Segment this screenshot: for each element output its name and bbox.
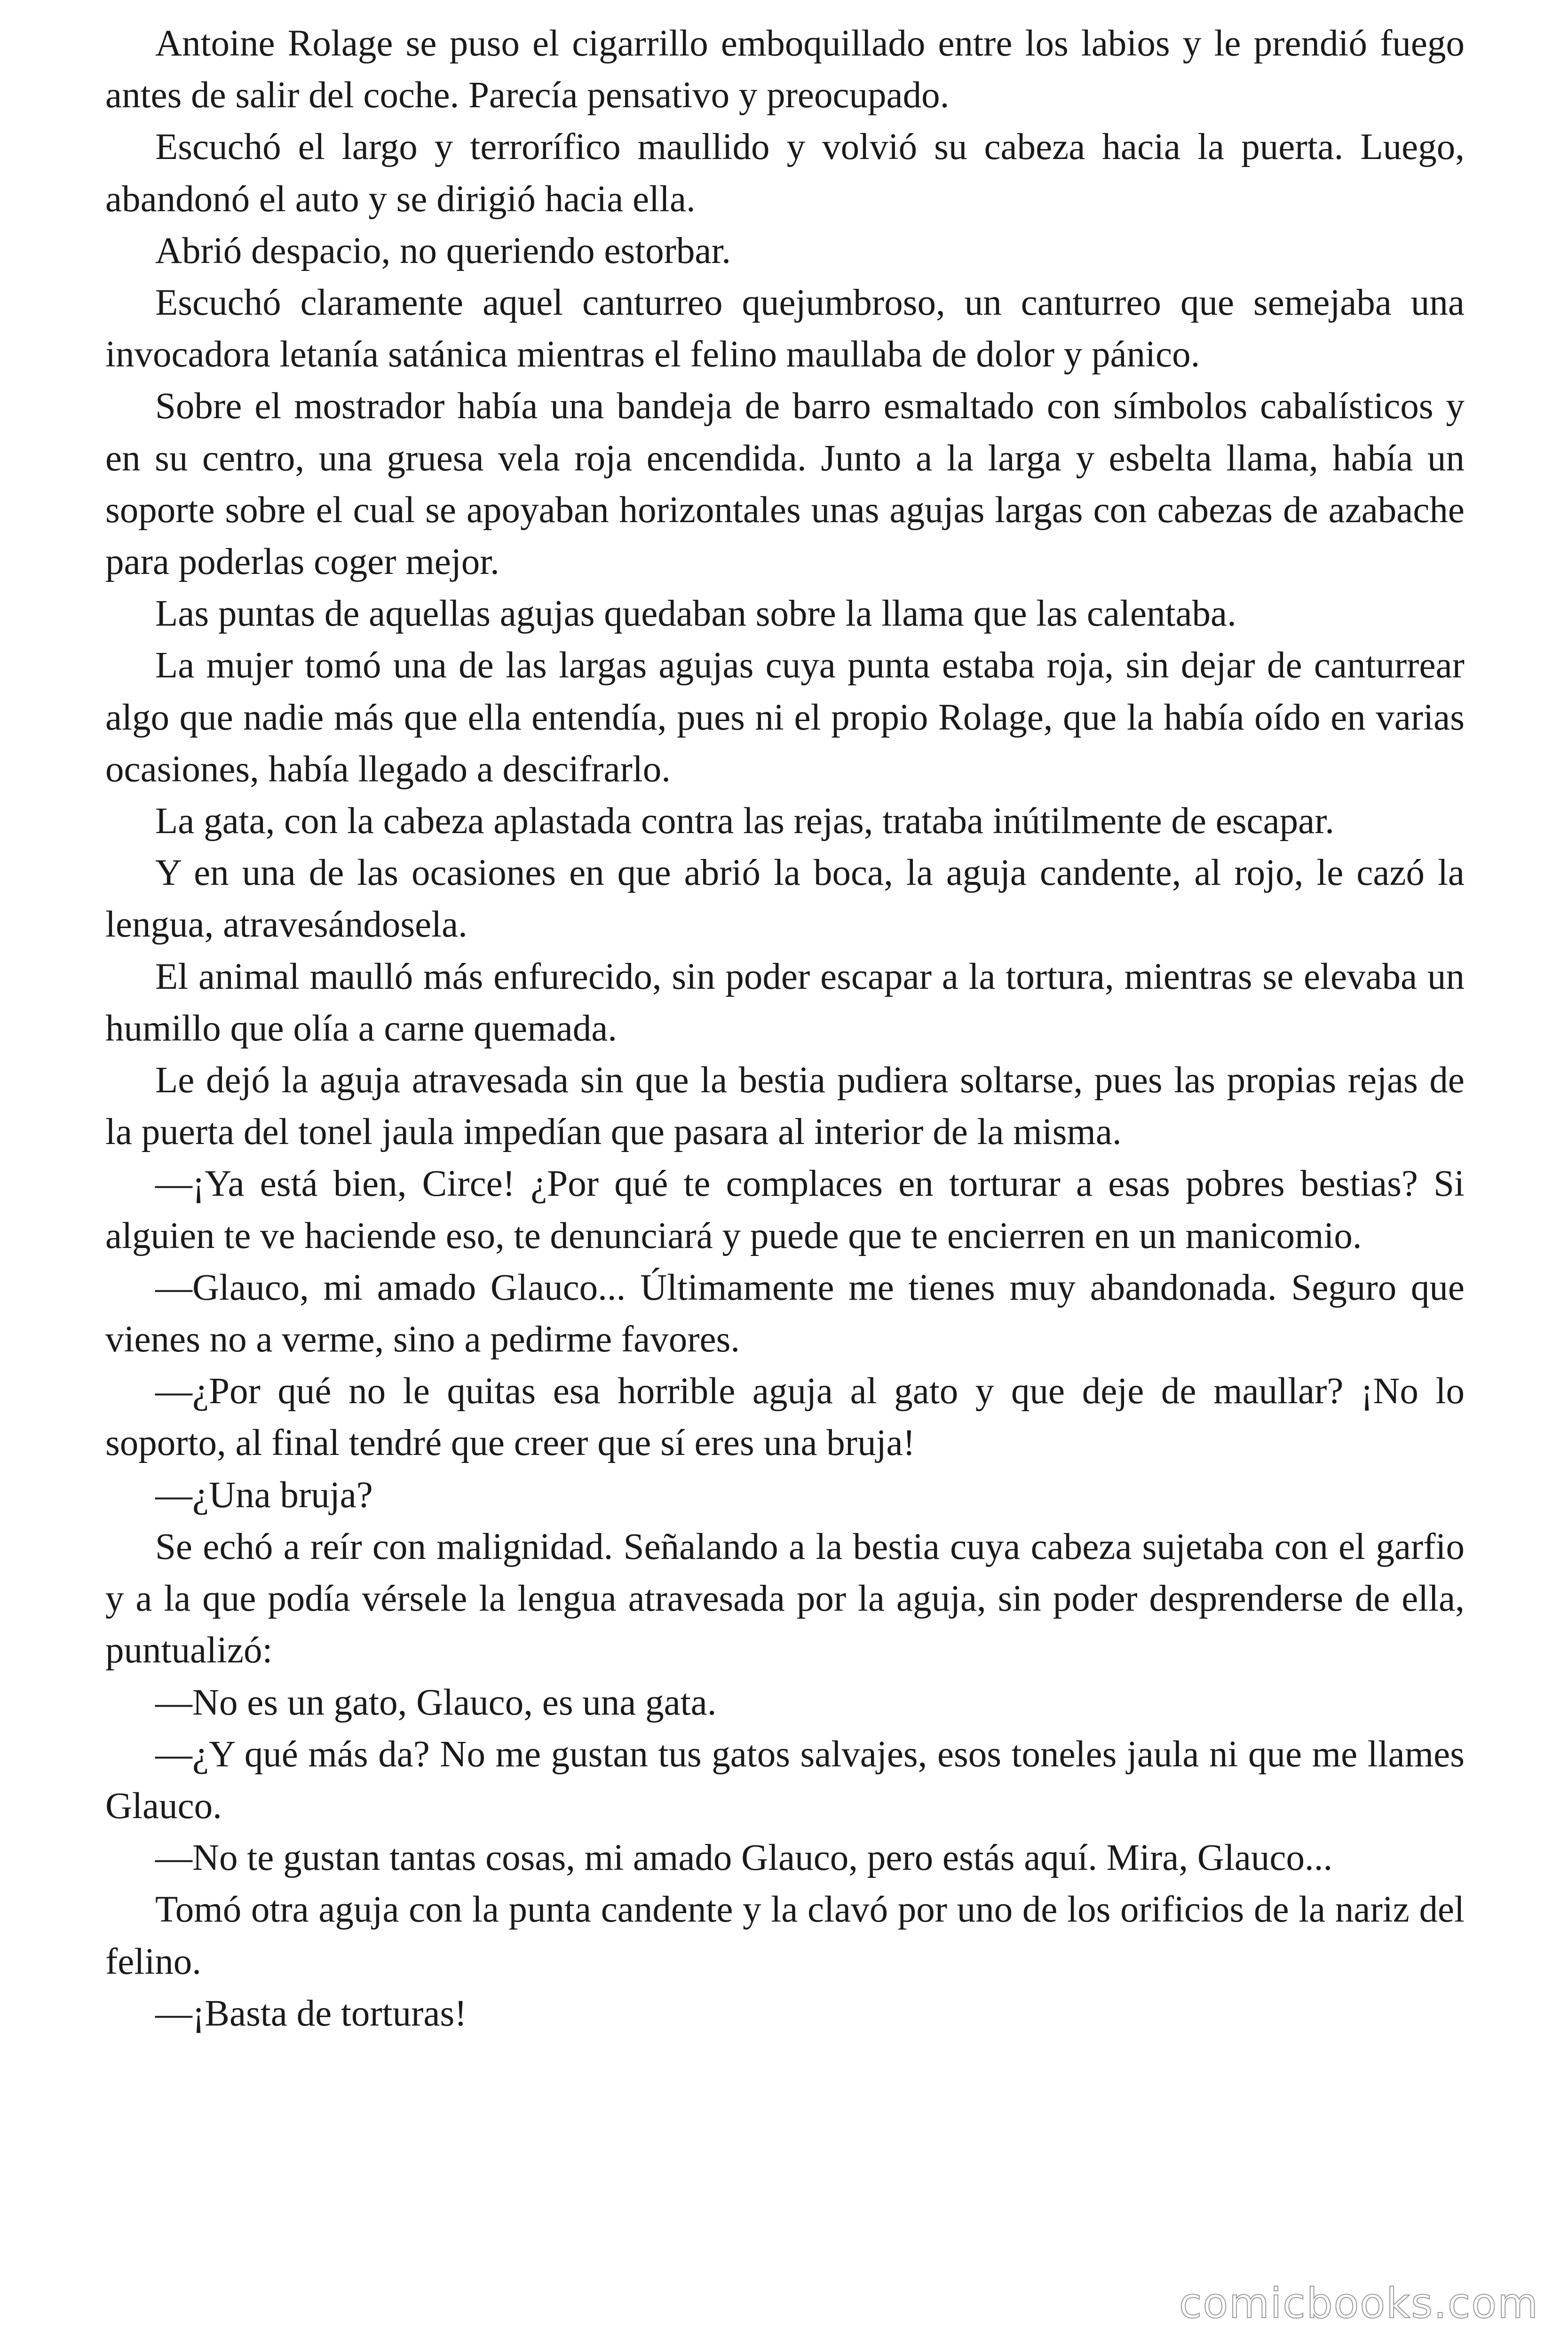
paragraph: Le dejó la aguja atravesada sin que la bestia pudiera soltarse, pues las propias rejas de la puerta del tonel jaula impedían que pasara al interior de la misma. — [105, 1060, 1465, 1153]
watermark: comicbooks.com — [1179, 2279, 1539, 2328]
paragraph: —¿Por qué no le quitas esa horrible aguja al gato y que deje de maullar? ¡No lo soporto, al final tendré que creer que sí eres una bruja! — [105, 1371, 1465, 1464]
paragraph: Las puntas de aquellas agujas quedaban sobre la llama que las calentaba. — [155, 593, 1236, 635]
paragraph: —¡Ya está bien, Circe! ¿Por qué te complaces en torturar a esas pobres bestias? Si alguien te ve haciende eso, te denunciará y puede que te encierren en un manicomio. — [105, 1163, 1465, 1256]
paragraph: —¿Una bruja? — [155, 1474, 373, 1516]
paragraph: —No es un gato, Glauco, es una gata. — [155, 1682, 717, 1723]
paragraph: Escuchó claramente aquel canturreo quejumbroso, un canturreo que semejaba una invocadora letanía satánica mientras el felino maullaba de dolor y pánico. — [105, 282, 1465, 375]
paragraph: —¿Y qué más da? No me gustan tus gatos salvajes, esos toneles jaula ni que me llames Glauco. — [105, 1733, 1465, 1827]
paragraph: Escuchó el largo y terrorífico maullido y volvió su cabeza hacia la puerta. Luego, abandonó el auto y se dirigió hacia ella. — [105, 127, 1465, 220]
page-body — [105, 18, 1465, 2040]
paragraph: Antoine Rolage se puso el cigarrillo emboquillado entre los labios y le prendió fuego antes de salir del coche. Parecía pensativo y preocupado. — [105, 23, 1465, 116]
paragraph: La mujer tomó una de las largas agujas cuya punta estaba roja, sin dejar de canturrear algo que nadie más que ella entendía, pues ni el propio Rolage, que la había oído en varias ocasiones, había llegado a descifrarlo. — [105, 645, 1465, 790]
paragraph: El animal maulló más enfurecido, sin poder escapar a la tortura, mientras se elevaba un humillo que olía a carne quemada. — [105, 956, 1465, 1049]
paragraph: Tomó otra aguja con la punta candente y la clavó por uno de los orificios de la nariz del felino. — [105, 1889, 1465, 1982]
paragraph: —Glauco, mi amado Glauco... Últimamente me tienes muy abandonada. Seguro que vienes no a verme, sino a pedirme favores. — [105, 1267, 1465, 1360]
paragraph: La gata, con la cabeza aplastada contra las rejas, trataba inútilmente de escapar. — [155, 801, 1334, 842]
paragraph: Abrió despacio, no queriendo estorbar. — [155, 230, 731, 271]
paragraph: —No te gustan tantas cosas, mi amado Glauco, pero estás aquí. Mira, Glauco... — [155, 1837, 1333, 1879]
paragraph: Sobre el mostrador había una bandeja de barro esmaltado con símbolos cabalísticos y en su centro, una gruesa vela roja encendida. Junto a la larga y esbelta llama, había un soporte sobre el cual se apoyaban horizontales unas agujas largas con cabezas de azabache para poderlas coger mejor. — [105, 386, 1465, 583]
paragraph: —¡Basta de torturas! — [155, 1993, 467, 2034]
paragraph: Y en una de las ocasiones en que abrió la boca, la aguja candente, al rojo, le cazó la lengua, atravesándosela. — [105, 852, 1465, 946]
paragraph: Se echó a reír con malignidad. Señalando a la bestia cuya cabeza sujetaba con el garfio y a la que podía vérsele la lengua atravesada por la aguja, sin poder desprenderse de ella, puntualizó: — [105, 1526, 1465, 1671]
